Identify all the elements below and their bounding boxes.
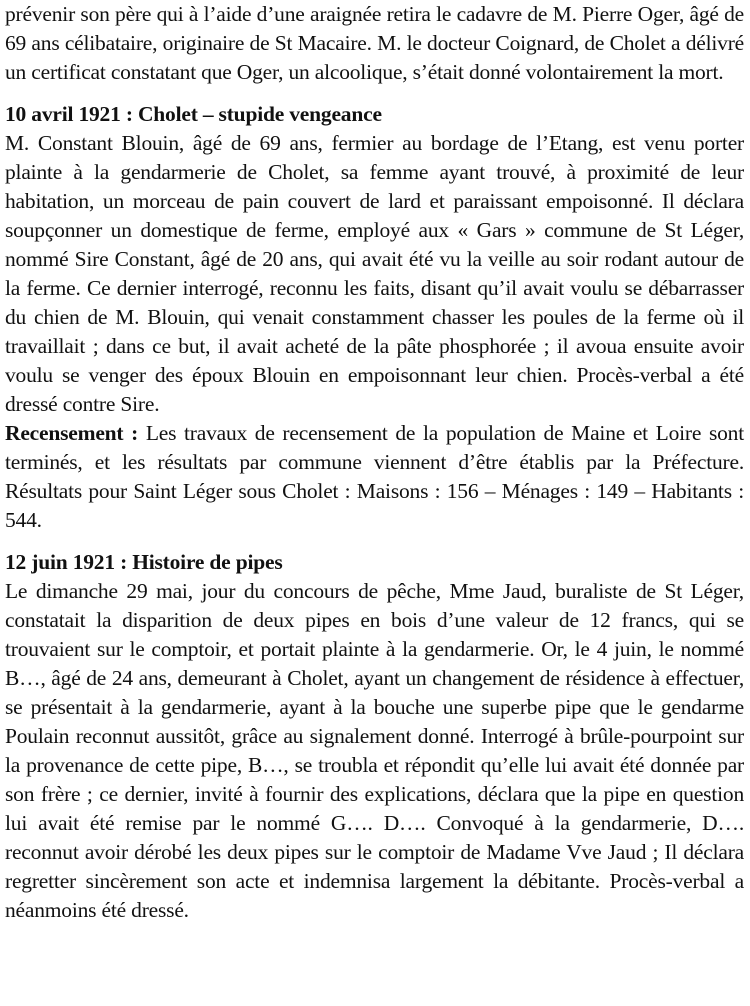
recensement-body: Les travaux de recensement de la population de Maine et Loire sont terminés, et les résultats par commune viennent d’être établis par la Préfecture. Résultats pour Saint Léger sous Cholet : Maisons : 156 – Ménages : 149 – Habitants : 544. [5, 421, 745, 532]
article-cholet-vengeance [5, 100, 744, 535]
article-heading: 10 avril 1921 : Cholet – stupide vengeance [5, 102, 382, 126]
article-heading: 12 juin 1921 : Histoire de pipes [5, 550, 283, 574]
recensement-paragraph [5, 419, 744, 535]
intro-paragraph: prévenir son père qui à l’aide d’une araignée retira le cadavre de M. Pierre Oger, âgé de 69 ans célibataire, originaire de St Macaire. M. le docteur Coignard, de Cholet a délivré un certificat constatant que Oger, un alcoolique, s’était donné volontairement la mort. [5, 2, 744, 84]
recensement-lead: Recensement : [5, 421, 139, 445]
article-histoire-pipes [5, 548, 744, 925]
article-body: Le dimanche 29 mai, jour du concours de pêche, Mme Jaud, buraliste de St Léger, constatait la disparition de deux pipes en bois d’une valeur de 12 francs, qui se trouvaient sur le comptoir, et portait plainte à la gendarmerie. Or, le 4 juin, le nommé B…, âgé de 24 ans, demeurant à Cholet, ayant un changement de résidence à effectuer, se présentait à la gendarmerie, ayant à la bouche une superbe pipe que le gendarme Poulain reconnut aussitôt, grâce au signalement donné. Interrogé à brûle-pourpoint sur la provenance de cette pipe, B…, se troubla et répondit qu’elle lui avait été donnée par son frère ; ce dernier, invité à fournir des explications, déclara que la pipe en question lui avait été remise par le nommé G…. D…. Convoqué à la gendarmerie, D…. reconnut avoir dérobé les deux pipes sur le comptoir de Madame Vve Jaud ; Il déclara regretter sincèrement son acte et indemnisa largement la débitante. Procès-verbal a néanmoins été dressé. [5, 579, 744, 922]
article-body: M. Constant Blouin, âgé de 69 ans, fermier au bordage de l’Etang, est venu porter plainte à la gendarmerie de Cholet, sa femme ayant trouvé, à proximité de leur habitation, un morceau de pain couvert de lard et paraissant empoisonné. Il déclara soupçonner un domestique de ferme, employé aux « Gars » commune de St Léger, nommé Sire Constant, âgé de 20 ans, qui avait été vu la veille au soir rodant autour de la ferme. Ce dernier interrogé, reconnu les faits, disant qu’il avait voulu se débarrasser du chien de M. Blouin, qui venait constamment chasser les poules de la ferme où il travaillait ; dans ce but, il avait acheté de la pâte phosphorée ; il avoua ensuite avoir voulu se venger des époux Blouin en empoisonnant leur chien. Procès-verbal a été dressé contre Sire. [5, 131, 744, 416]
